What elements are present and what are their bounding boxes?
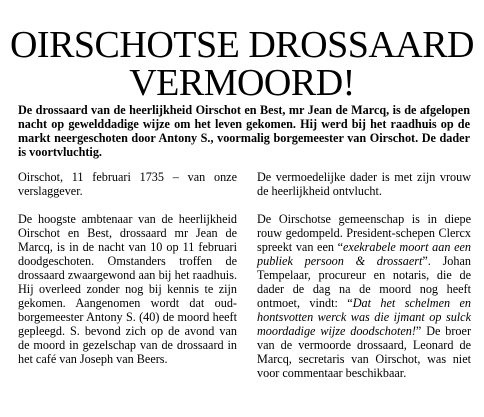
lead-paragraph: De drossaard van de heerlijkheid Oirschot en Best, mr Jean de Marcq, is de afgelopen nacht op gewelddadige wijze om het leven gekomen. Hij werd bij het raadhuis op de markt neergeschoten door Antony S., voormalig borgemeester van Oirschot. De dader is voortvluchtig. (18, 103, 470, 159)
dateline: Oirschot, 11 februari 1735 – van onze verslaggever. (18, 170, 237, 198)
text-segment: De Oirschotse gemeenschap is in diepe rouw gedompeld. President-schepen Clercx spreekt van een “ (257, 212, 471, 254)
left-column (18, 170, 237, 380)
headline: OIRSCHOTSE DROSSAARD VERMOORD! (9, 24, 475, 104)
body-paragraph-1: De hoogste ambtenaar van de heerlijkheid Oirschot en Best, drossaard mr Jean de Marcq, is in de nacht van 10 op 11 februari doodgeschoten. Omstanders troffen de drossaard zwaargewond aan bij het raadhuis. Hij overleed zonder nog bij kennis te zijn gekomen. Aangenomen wordt dat oud-borgemeester Antony S. (40) de moord heeft gepleegd. S. bevond zich op de avond van de moord in gezelschap van de drossaard in het café van Joseph van Beers. (18, 212, 237, 366)
body-paragraph-3 (257, 212, 471, 380)
text-segment: ” De broer van de vermoorde drossaard, Leonard de Marcq, secretaris van Oirschot, was niet voor commentaar beschikbaar. (257, 324, 471, 380)
right-column (257, 170, 471, 394)
quote-tempelaar: Dat het schelmen en hontsvotten werck was die ijmant op sulck moordadige wijze doodschoten! (257, 296, 471, 338)
body-paragraph-2: De vermoedelijke dader is met zijn vrouw de heerlijkheid ontvlucht. (257, 170, 471, 198)
quote-clercx: exekrabele moort aan een publiek persoon & drossaert (257, 240, 471, 268)
text-segment: ”. Johan Tempelaar, procureur en notaris, die de dader de dag na de moord nog heeft ontmoet, vindt: “ (257, 254, 472, 310)
